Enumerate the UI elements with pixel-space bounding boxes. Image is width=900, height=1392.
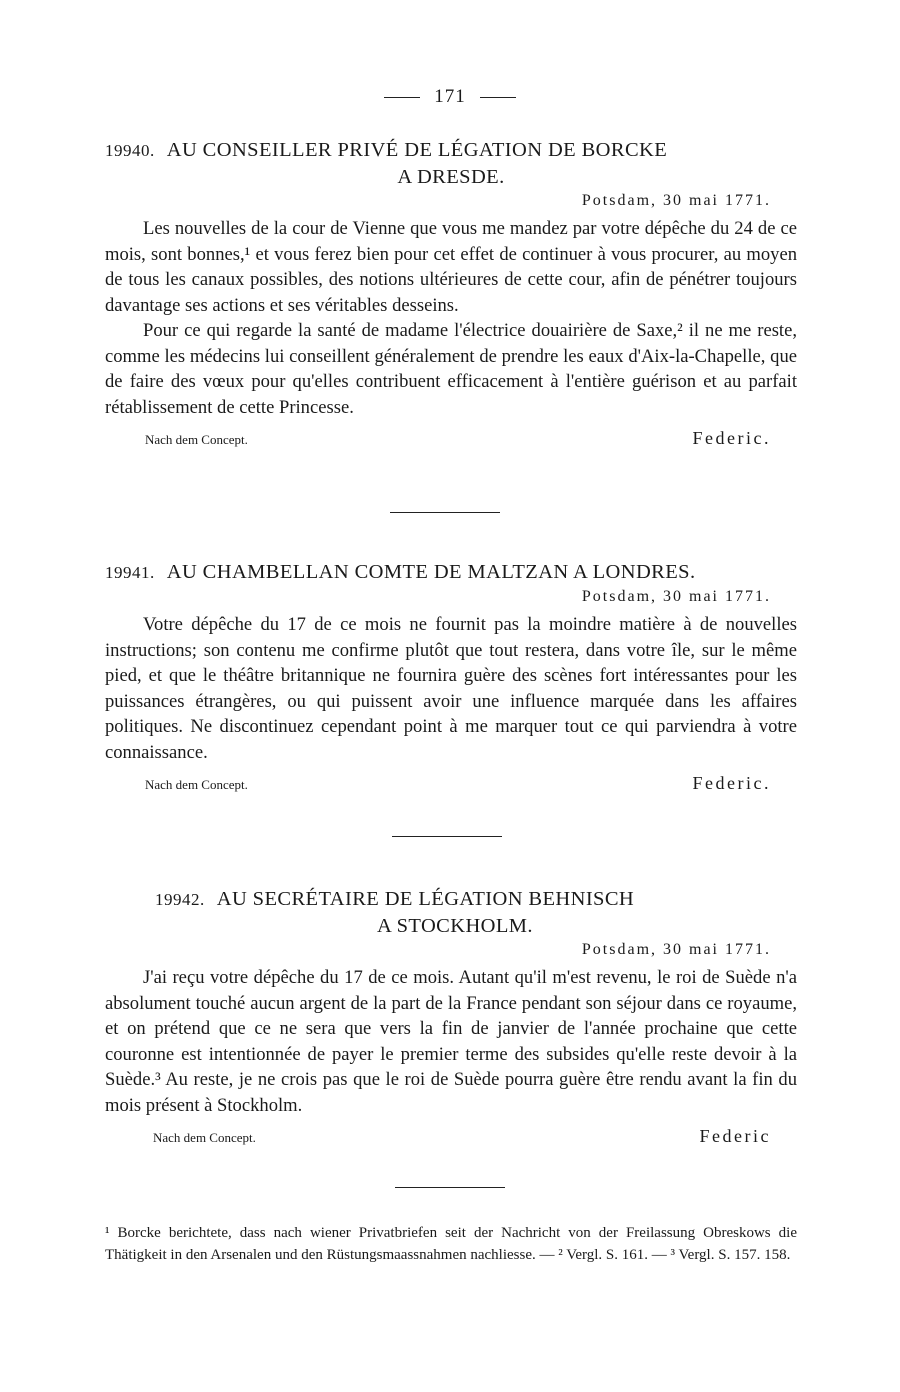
page-number: 171: [0, 86, 900, 108]
letter-19941: [105, 559, 797, 801]
signature: Federic.: [692, 428, 771, 448]
heading-line-1: AU CONSEILLER PRIVÉ DE LÉGATION DE BORCKE: [166, 139, 668, 161]
letter-number: 19940.: [105, 141, 155, 160]
source-note: Nach dem Concept.: [145, 432, 248, 447]
letter-number: 19941.: [105, 563, 155, 582]
letter-19940: [105, 137, 797, 456]
signature: Federic.: [692, 773, 771, 793]
letter-heading: [105, 559, 797, 586]
signature: Federic: [699, 1126, 771, 1146]
page-number-dash-right: [480, 97, 516, 98]
letter-heading: [105, 137, 797, 190]
dateline: Potsdam, 30 mai 1771.: [581, 588, 771, 605]
source-note: Nach dem Concept.: [145, 777, 248, 792]
letter-number: 19942.: [155, 890, 205, 909]
paragraph: Les nouvelles de la cour de Vienne que vous me mandez par votre dépêche du 24 de ce mois, sont bonnes,¹ et vous ferez bien pour cet effet de continuer à vous procurer, au moyen de tous les canaux possibles, des notions ultérieures de cette cour, afin de pénétrer toujours davantage ses actions et ses véritables desseins.: [105, 218, 797, 316]
heading-line-2: A DRESDE.: [397, 166, 505, 188]
letter-19942: [105, 886, 797, 1154]
paragraph: J'ai reçu votre dépêche du 17 de ce mois. Autant qu'il m'est revenu, le roi de Suède n'a absolument touché aucun argent de la part de la France pendant son séjour dans ce royaume, et on prétend que ce ne sera que vers la fin de janvier de l'année prochaine que cette couronne est intentionnée de payer le premier terme des subsides qu'elle reste devoir à la Suède.³ Au reste, je ne crois pas que le roi de Suède pourra guère être rendu avant la fin du mois présent à Stockholm.: [105, 967, 797, 1116]
source-note: Nach dem Concept.: [153, 1130, 256, 1145]
paragraph: Pour ce qui regarde la santé de madame l'électrice douairière de Saxe,² il ne me reste, comme les médecins lui conseillent généralement de prendre les eaux d'Aix-la-Chapelle, que de faire des vœux pour qu'elles contribuent efficacement à l'entière guérison et au parfait rétablissement de cette Princesse.: [105, 320, 797, 418]
paragraph: Votre dépêche du 17 de ce mois ne fournit pas la moindre matière à de nouvelles instructions; son contenu me confirme plutôt que tout restera, dans votre île, sur le même pied, et que le théâtre britannique ne fournira guère des scènes fort intéressantes pour les puissances étrangères, ou qui puissent avoir une influence marquée dans les affaires politiques. Ne discontinuez cependant point à me marquer tout ce qui parviendra à votre connaissance.: [105, 614, 797, 763]
footnotes: ¹ Borcke berichtete, dass nach wiener Privatbriefen seit der Nachricht von der Freilassung Obreskows die Thätigkeit in den Arsenalen und den Rüstungsmaassnahmen nachliesse. — ² Vergl. S. 161. — ³ Vergl. S. 157. 158.: [105, 1225, 797, 1263]
separator-rule: [392, 836, 502, 837]
closing-row: [105, 1124, 797, 1154]
letter-heading: [105, 886, 755, 939]
separator-rule: [390, 512, 500, 513]
dateline: Potsdam, 30 mai 1771.: [581, 941, 771, 958]
heading-line-1: AU SECRÉTAIRE DE LÉGATION BEHNISCH: [216, 888, 635, 910]
heading-line-1: AU CHAMBELLAN COMTE DE MALTZAN A LONDRES.: [166, 561, 696, 583]
page-number-dash-left: [384, 97, 420, 98]
heading-line-2: A STOCKHOLM.: [377, 915, 533, 937]
closing-row: [105, 426, 797, 456]
closing-row: [105, 771, 797, 801]
separator-rule: [395, 1187, 505, 1188]
dateline: Potsdam, 30 mai 1771.: [581, 192, 771, 209]
